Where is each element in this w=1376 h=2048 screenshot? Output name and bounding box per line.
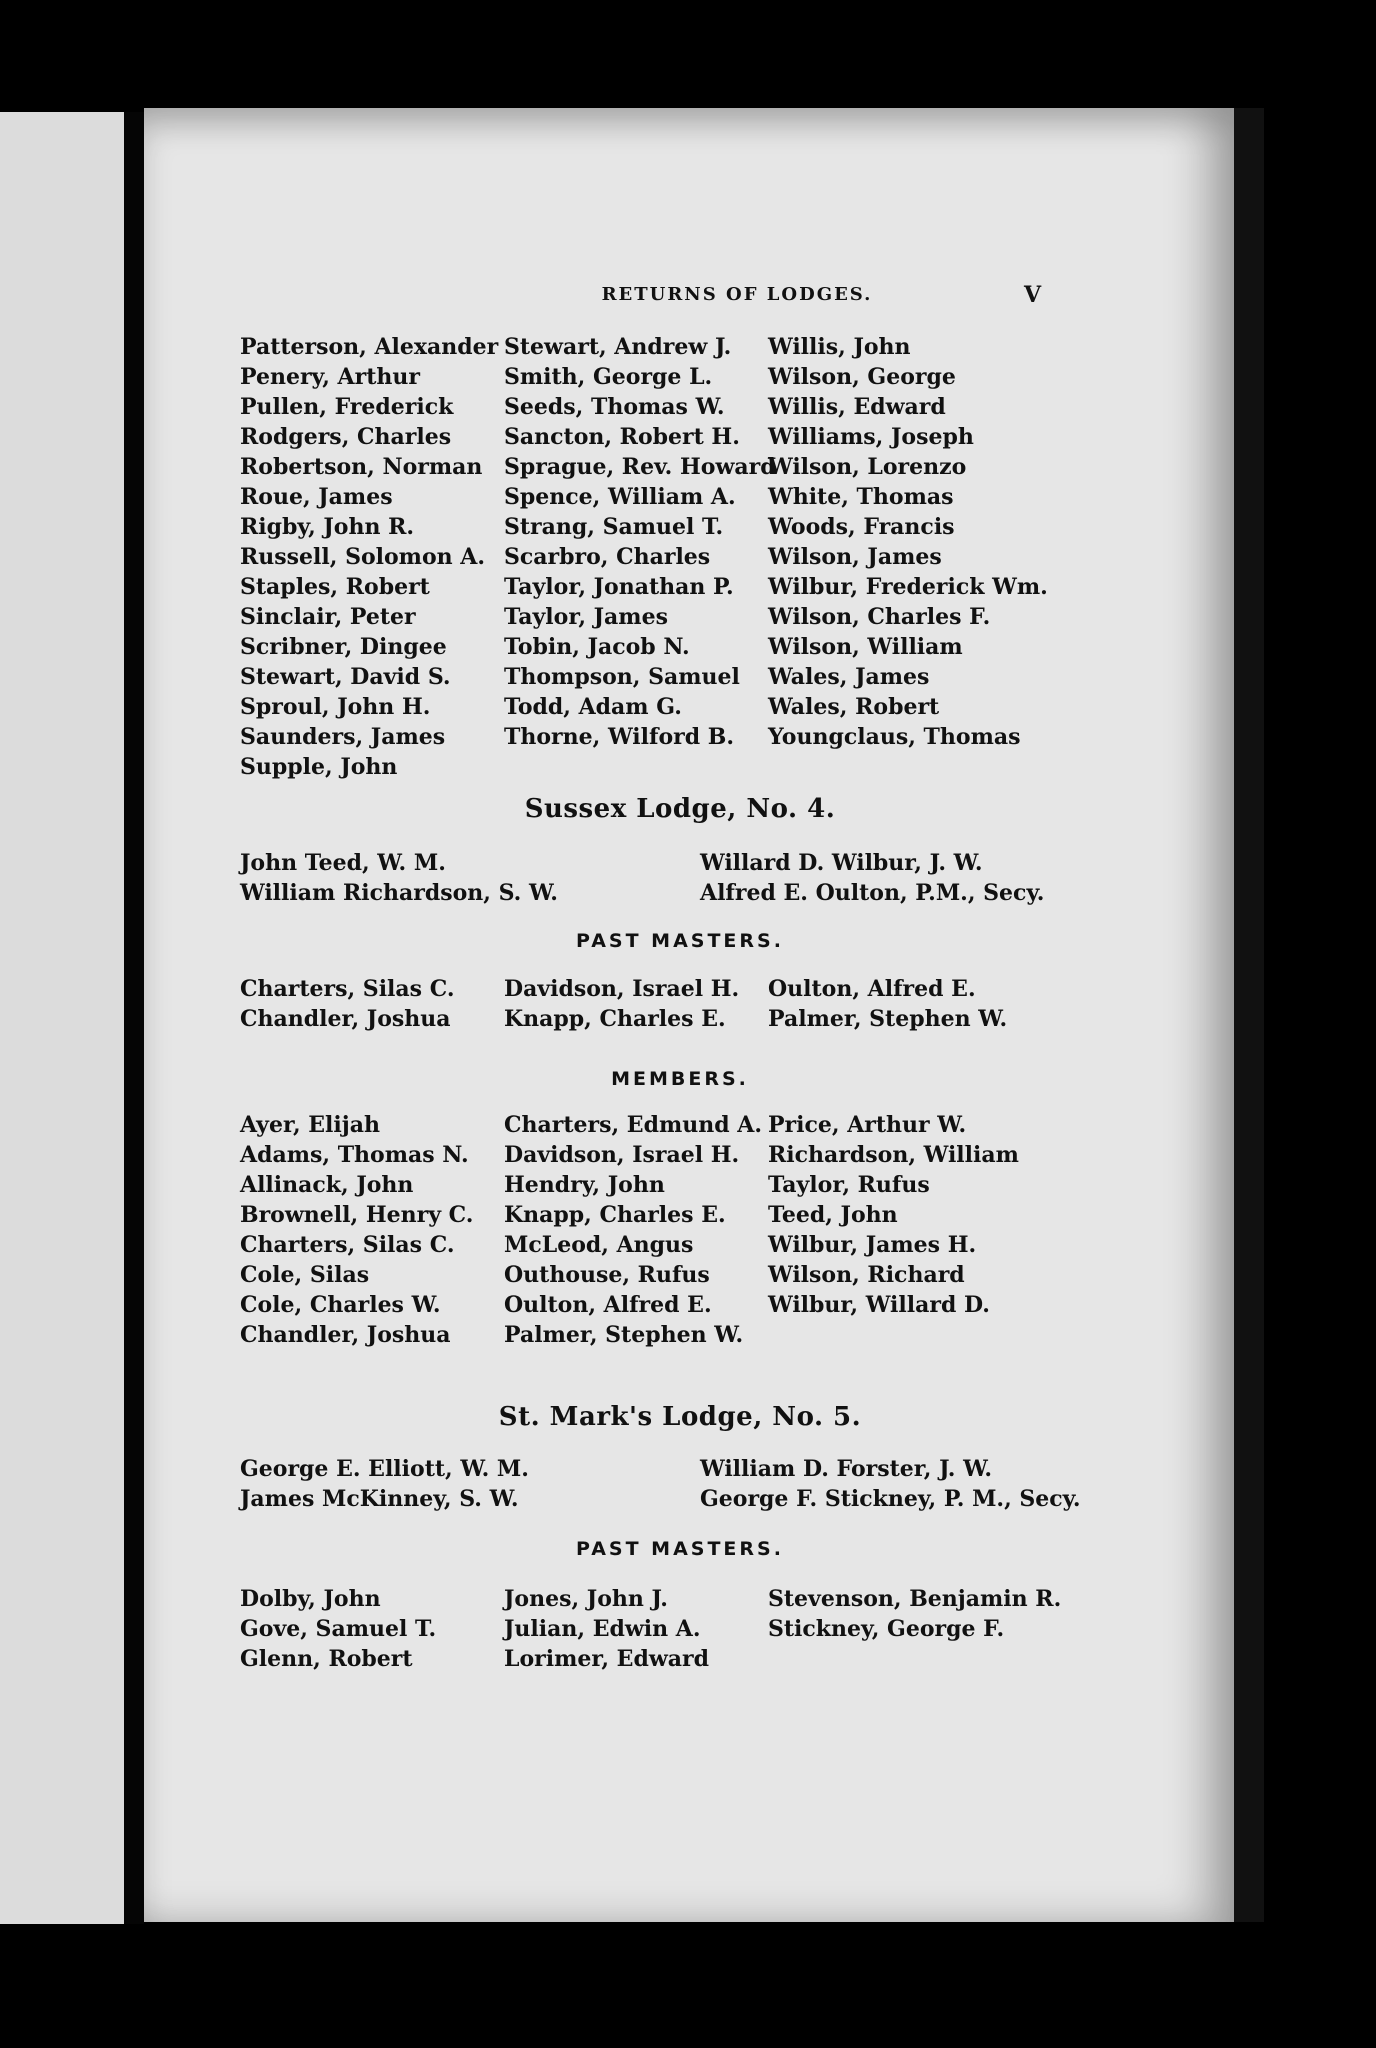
name-entry: James McKinney, S. W. [240, 1486, 519, 1512]
sussex-past-masters-heading: PAST MASTERS. [576, 930, 784, 952]
name-entry: White, Thomas [768, 484, 954, 510]
name-entry: Sprague, Rev. Howard [504, 454, 776, 480]
sussex-members [240, 1110, 1120, 1350]
name-entry [768, 1320, 1068, 1350]
name-entry: Cole, Silas [240, 1262, 370, 1288]
name-entry [768, 1644, 1068, 1674]
name-entry: Stewart, Andrew J. [504, 334, 732, 360]
name-entry: Williams, Joseph [768, 424, 974, 450]
name-entry: Wilson, James [768, 544, 942, 570]
name-entry: Stewart, David S. [240, 664, 451, 690]
name-entry: Wilson, George [768, 364, 956, 390]
sussex-lodge-title: Sussex Lodge, No. 4. [524, 794, 836, 824]
name-entry: John Teed, W. M. [240, 850, 446, 876]
name-entry: Russell, Solomon A. [240, 544, 486, 570]
name-entry: Charters, Edmund A. [504, 1112, 762, 1138]
name-entry: Allinack, John [240, 1172, 414, 1198]
name-entry: Davidson, Israel H. [504, 976, 740, 1002]
name-entry: Patterson, Alexander [240, 334, 499, 360]
name-entry: Wilbur, Frederick Wm. [768, 574, 1048, 600]
name-entry [768, 752, 1068, 782]
continued-members-list [240, 332, 1120, 782]
name-entry: Palmer, Stephen W. [768, 1006, 1008, 1032]
name-entry: Richardson, William [768, 1142, 1019, 1168]
name-entry: Wilson, Richard [768, 1262, 965, 1288]
name-entry: Wilbur, Willard D. [768, 1292, 990, 1318]
name-entry: Cole, Charles W. [240, 1292, 441, 1318]
sussex-officers [240, 848, 1120, 908]
name-entry: Wilbur, James H. [768, 1232, 977, 1258]
st-marks-officers [240, 1454, 1120, 1514]
page-number: V [1024, 282, 1044, 308]
name-entry: Willis, John [768, 334, 911, 360]
name-entry [504, 752, 768, 782]
name-entry: Palmer, Stephen W. [504, 1322, 744, 1348]
page-content [144, 108, 1234, 1922]
name-entry: Knapp, Charles E. [504, 1202, 726, 1228]
name-entry: Saunders, James [240, 724, 446, 750]
name-entry: Rodgers, Charles [240, 424, 452, 450]
name-entry: Taylor, Jonathan P. [504, 574, 734, 600]
st-marks-lodge-title: St. Mark's Lodge, No. 5. [498, 1402, 862, 1432]
name-entry: Roue, James [240, 484, 393, 510]
facing-page-edge [0, 112, 124, 1924]
name-entry: Thompson, Samuel [504, 664, 740, 690]
name-entry: Supple, John [240, 754, 398, 780]
name-entry: Glenn, Robert [240, 1646, 413, 1672]
name-entry: Gove, Samuel T. [240, 1616, 437, 1642]
name-entry: Wilson, Charles F. [768, 604, 991, 630]
name-entry: Knapp, Charles E. [504, 1006, 726, 1032]
name-entry: Chandler, Joshua [240, 1006, 451, 1032]
name-entry: Youngclaus, Thomas [768, 724, 1021, 750]
name-entry: Alfred E. Oulton, P.M., Secy. [700, 880, 1045, 906]
running-head [144, 282, 1234, 308]
name-entry: Julian, Edwin A. [504, 1616, 701, 1642]
name-entry: Woods, Francis [768, 514, 955, 540]
name-entry: Strang, Samuel T. [504, 514, 724, 540]
name-entry: Adams, Thomas N. [240, 1142, 469, 1168]
name-entry: Staples, Robert [240, 574, 430, 600]
st-marks-past-masters [240, 1584, 1120, 1674]
name-entry: Chandler, Joshua [240, 1322, 451, 1348]
name-entry: Smith, George L. [504, 364, 713, 390]
name-entry: Pullen, Frederick [240, 394, 454, 420]
name-entry: Scribner, Dingee [240, 634, 447, 660]
name-entry: Wilson, William [768, 634, 963, 660]
name-entry: Wilson, Lorenzo [768, 454, 967, 480]
name-entry: Ayer, Elijah [240, 1112, 380, 1138]
name-entry: Teed, John [768, 1202, 898, 1228]
name-entry: Seeds, Thomas W. [504, 394, 725, 420]
name-entry: Outhouse, Rufus [504, 1262, 710, 1288]
name-entry: Tobin, Jacob N. [504, 634, 690, 660]
name-entry: Robertson, Norman [240, 454, 483, 480]
sussex-members-heading: MEMBERS. [611, 1068, 749, 1090]
name-entry: Price, Arthur W. [768, 1112, 967, 1138]
name-entry: Rigby, John R. [240, 514, 415, 540]
name-entry: Oulton, Alfred E. [768, 976, 976, 1002]
name-entry: Oulton, Alfred E. [504, 1292, 712, 1318]
name-entry: Sancton, Robert H. [504, 424, 740, 450]
name-entry: Todd, Adam G. [504, 694, 682, 720]
name-entry: Stickney, George F. [768, 1616, 1005, 1642]
name-entry: Wales, Robert [768, 694, 940, 720]
name-entry: Taylor, Rufus [768, 1172, 930, 1198]
name-entry: Jones, John J. [504, 1586, 668, 1612]
name-entry: Davidson, Israel H. [504, 1142, 740, 1168]
st-marks-past-masters-heading: PAST MASTERS. [576, 1538, 784, 1560]
name-entry: William D. Forster, J. W. [700, 1456, 993, 1482]
sussex-past-masters [240, 974, 1120, 1034]
name-entry: Hendry, John [504, 1172, 665, 1198]
name-entry: Lorimer, Edward [504, 1646, 709, 1672]
name-entry: Willard D. Wilbur, J. W. [700, 850, 983, 876]
page-edge-shadow [1234, 108, 1264, 1922]
name-entry: Willis, Edward [768, 394, 946, 420]
name-entry: Brownell, Henry C. [240, 1202, 474, 1228]
book-gutter [124, 112, 144, 1924]
name-entry: Sproul, John H. [240, 694, 431, 720]
name-entry: Taylor, James [504, 604, 668, 630]
running-title: RETURNS OF LODGES. [601, 284, 873, 305]
name-entry: William Richardson, S. W. [240, 880, 558, 906]
name-entry: Sinclair, Peter [240, 604, 416, 630]
name-entry: Charters, Silas C. [240, 976, 455, 1002]
name-entry: Thorne, Wilford B. [504, 724, 735, 750]
name-entry: Stevenson, Benjamin R. [768, 1586, 1062, 1612]
name-entry: Penery, Arthur [240, 364, 420, 390]
name-entry: Scarbro, Charles [504, 544, 711, 570]
name-entry: George F. Stickney, P. M., Secy. [700, 1486, 1081, 1512]
name-entry: Dolby, John [240, 1586, 381, 1612]
name-entry: George E. Elliott, W. M. [240, 1456, 529, 1482]
name-entry: McLeod, Angus [504, 1232, 694, 1258]
name-entry: Charters, Silas C. [240, 1232, 455, 1258]
name-entry: Spence, William A. [504, 484, 736, 510]
name-entry: Wales, James [768, 664, 930, 690]
